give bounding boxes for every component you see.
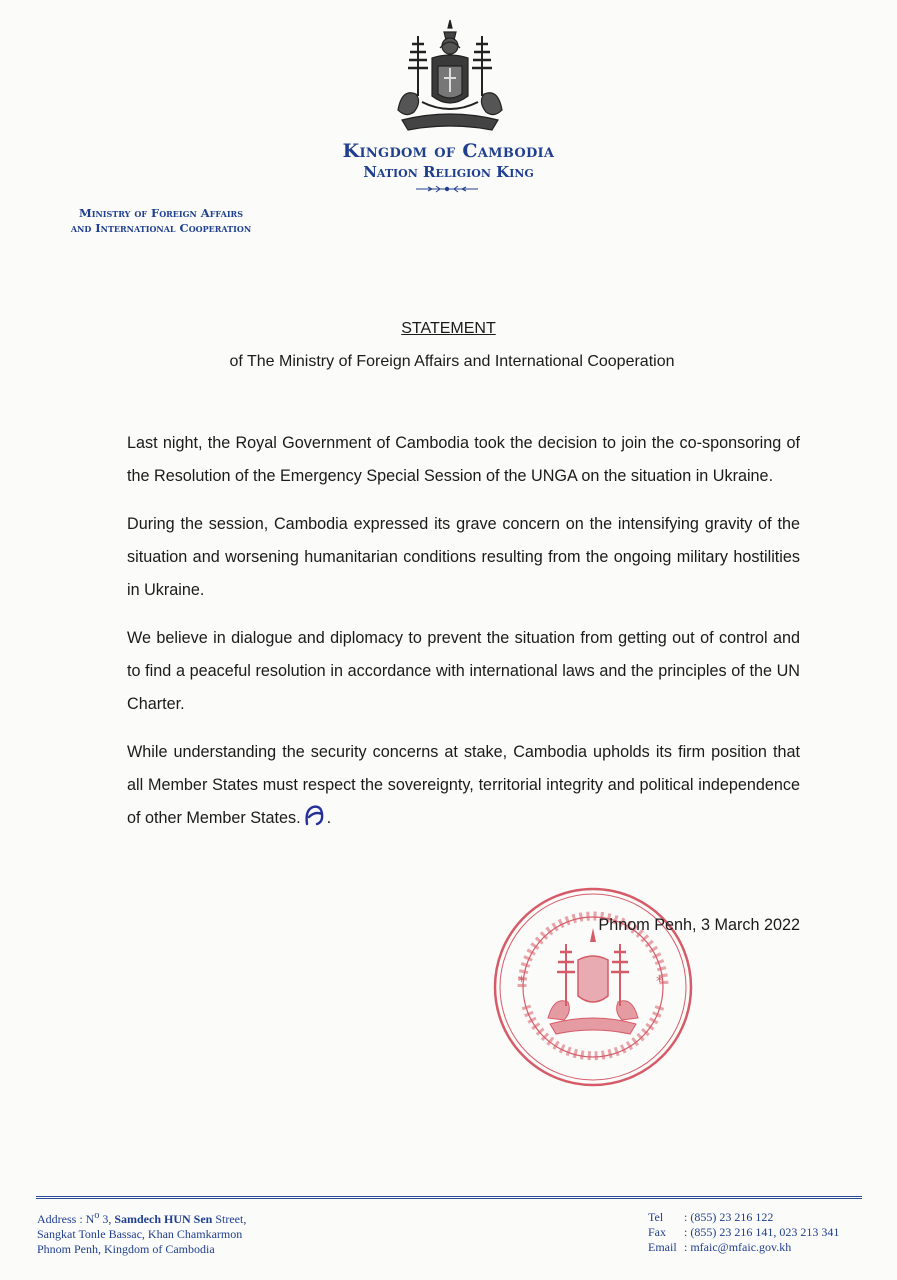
address-number-sup: o [94,1210,100,1221]
svg-text:*: * [656,974,663,990]
paragraph-1: Last night, the Royal Government of Cambodia took the decision to join the co-sponsoring of the Resolution of the Emergency Special Session of the UNGA on the situation in Ukraine. [127,434,800,485]
paragraph-2: During the session, Cambodia expressed its grave concern on the intensifying gravity of the situation and worsening humanitarian conditions resulting from the ongoing military hostilities in Ukraine. [127,515,800,599]
email-value: : mfaic@mfaic.gov.kh [684,1240,792,1254]
paragraph-3: We believe in dialogue and diplomacy to prevent the situation from getting out of control and to find a peaceful resolution in accordance with international laws and the principles of the UN Charter. [127,629,800,713]
address-street-bold: Samdech HUN Sen [114,1212,213,1226]
paragraph-4-text: While understanding the security concerns at stake, Cambodia upholds its firm position that all Member States must respect the sovereignty, territorial integrity and political independence of other Member States. [127,743,800,827]
tel-row [648,1210,839,1225]
coat-of-arms-emblem [392,18,508,138]
address-line-3: Phnom Penh, Kingdom of Cambodia [37,1242,215,1256]
email-row [648,1240,839,1255]
ornament-divider [414,185,480,193]
address-label: Address : N [37,1212,95,1226]
statement-body [127,427,800,850]
email-label: Email [648,1240,677,1254]
closing-period: . [326,809,332,827]
national-motto: Nation Religion King [363,163,534,181]
handwritten-initial-mark [303,802,327,828]
footer-divider [36,1196,862,1199]
tel-value: : (855) 23 216 122 [684,1210,774,1224]
place-and-date: Phnom Penh, 3 March 2022 [598,916,800,934]
address-number: 3, [99,1212,115,1226]
kingdom-heading: Kingdom of Cambodia [342,140,555,162]
fax-row [648,1225,839,1240]
statement-title: STATEMENT [401,320,496,337]
fax-label: Fax [648,1225,666,1239]
ministry-name-line2: and International Cooperation [70,221,252,235]
tel-label: Tel [648,1210,664,1224]
footer-contacts [648,1210,839,1255]
ministry-name-line1: Ministry of Foreign Affairs [79,206,243,220]
ministry-letterhead [36,206,286,236]
address-street-rest: Street, [212,1212,247,1226]
fax-value: : (855) 23 216 141, 023 213 341 [684,1225,840,1239]
statement-subtitle: of The Ministry of Foreign Affairs and International Cooperation [229,353,675,370]
footer-address [37,1208,246,1257]
address-line-1 [37,1208,246,1227]
paragraph-4 [127,736,800,835]
svg-text:*: * [518,974,525,990]
address-line-2: Sangkat Tonle Bassac, Khan Chamkarmon [37,1227,243,1241]
